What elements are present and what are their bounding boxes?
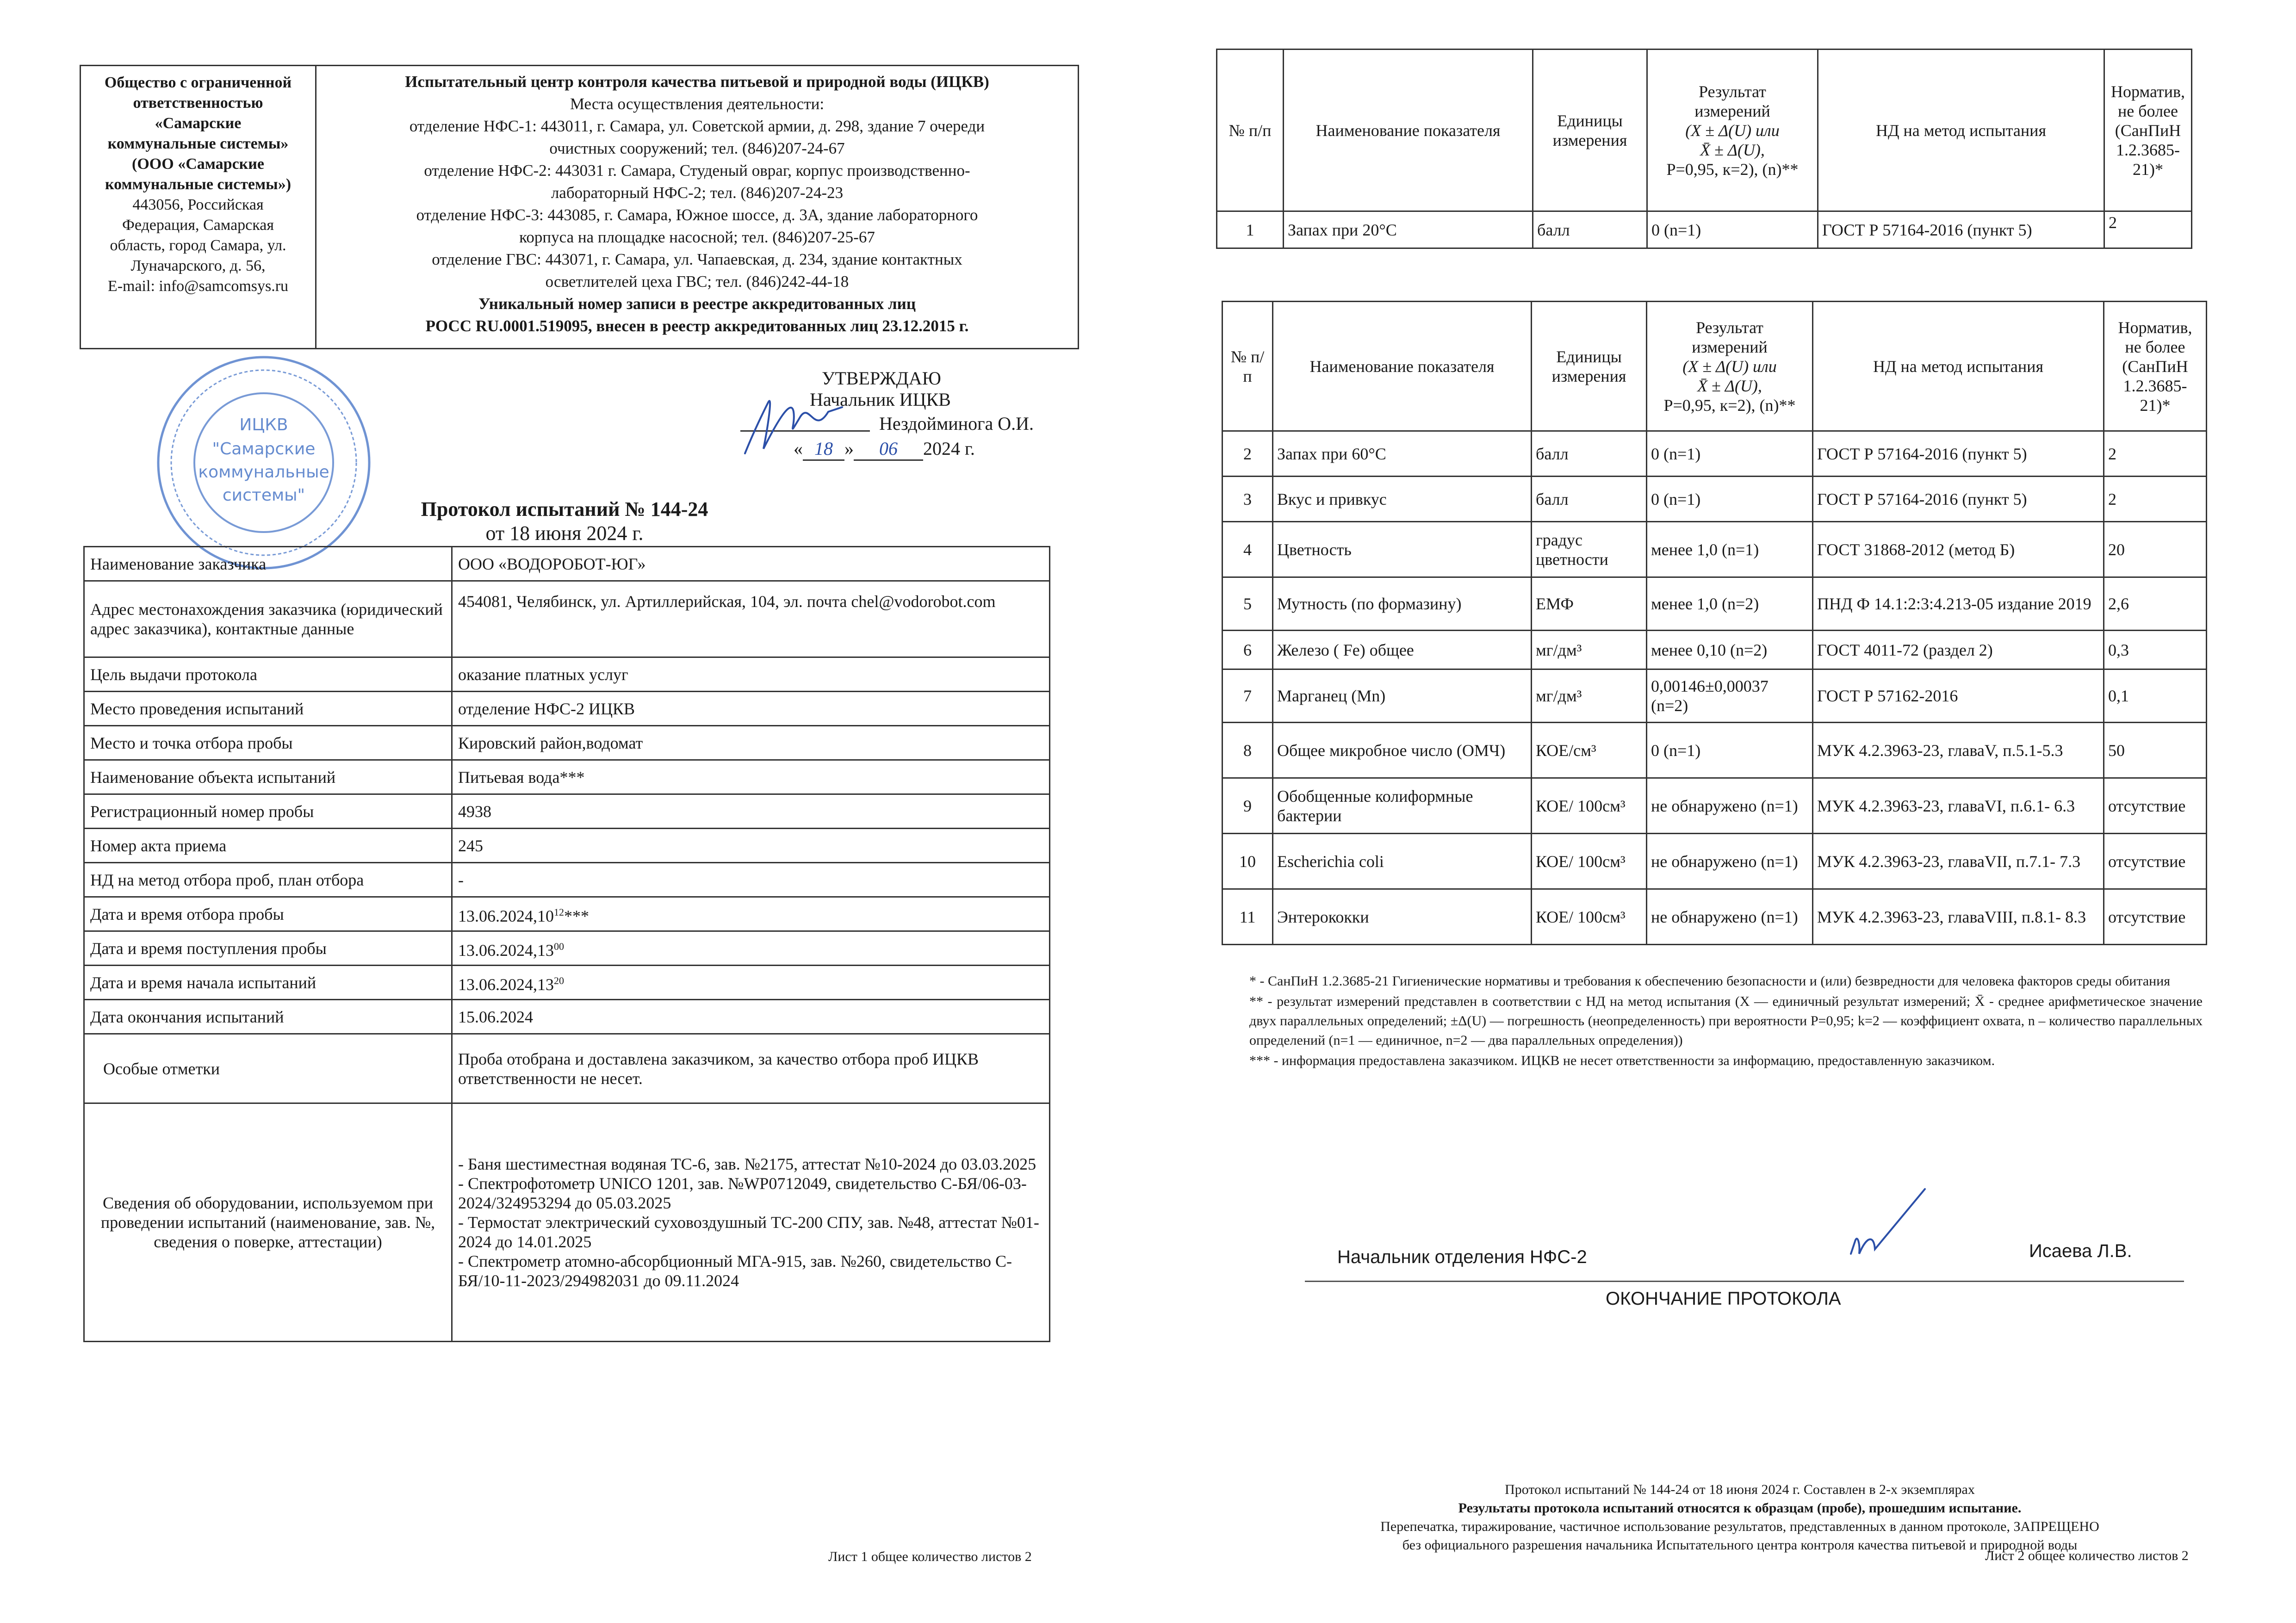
row-norm: 0,3 bbox=[2104, 631, 2207, 669]
row-method: ГОСТ Р 57164-2016 (пункт 5) bbox=[1813, 431, 2104, 477]
signer-role: Начальник отделения НФС-2 bbox=[1337, 1247, 1587, 1267]
row-result: 0 (n=1) bbox=[1647, 431, 1813, 477]
footer-line: без официального разрешения начальника Испытательного центра контроля качества питьевой и природной воды bbox=[1402, 1537, 2078, 1553]
info-label: Адрес местонахождения заказчика (юридический адрес заказчика), контактные данные bbox=[84, 581, 452, 657]
row-result: 0 (n=1) bbox=[1647, 211, 1818, 248]
table-row bbox=[84, 692, 1050, 726]
equipment-list bbox=[452, 1103, 1050, 1342]
row-unit: КОЕ/см³ bbox=[1532, 723, 1647, 778]
footnote: * - СанПиН 1.2.3685-21 Гигиенические нормативы и требования к обеспечению безопасности и (или) безвредности для человека факторов среды обитания bbox=[1249, 973, 2171, 989]
protocol-end-text: ОКОНЧАНИЕ ПРОТОКОЛА bbox=[1606, 1288, 1841, 1309]
table-row bbox=[84, 966, 1050, 1000]
row-num: 9 bbox=[1222, 778, 1273, 834]
datetime-value: 13.06.2024,13 bbox=[458, 941, 554, 960]
info-label: Дата и время начала испытаний bbox=[84, 966, 452, 1000]
table-row bbox=[84, 1034, 1050, 1103]
row-unit: КОЕ/ 100см³ bbox=[1532, 889, 1647, 945]
lab-line: отделение ГВС: 443071, г. Самара, ул. Чапаевская, д. 234, здание контактных bbox=[432, 250, 962, 268]
stamp-center-line: "Самарские bbox=[212, 440, 316, 458]
row-norm: 2 bbox=[2104, 431, 2207, 477]
footnote: *** - информация предоставлена заказчиком. ИЦКВ не несет ответственности за информацию, предоставленную заказчиком. bbox=[1249, 1053, 1995, 1068]
results-table-1 bbox=[1216, 49, 2192, 249]
lab-title: Испытательный центр контроля качества питьевой и природной воды (ИЦКВ) bbox=[405, 73, 989, 91]
row-unit: балл bbox=[1532, 431, 1647, 477]
info-value bbox=[452, 931, 1050, 966]
row-method: ГОСТ 4011-72 (раздел 2) bbox=[1813, 631, 2104, 669]
footer-line: Результаты протокола испытаний относятся к образцам (пробе), прошедшим испытание. bbox=[1458, 1500, 2022, 1516]
header-result-line: (X ± Δ(U) или bbox=[1682, 357, 1777, 376]
org-address-line: Федерация, Самарская bbox=[122, 217, 274, 234]
row-method: МУК 4.2.3963-23, главаV, п.5.1-5.3 bbox=[1813, 723, 2104, 778]
info-value: 15.06.2024 bbox=[452, 1000, 1050, 1034]
row-unit: балл bbox=[1532, 477, 1647, 522]
row-name: Цветность bbox=[1273, 522, 1532, 577]
header-method: НД на метод испытания bbox=[1818, 50, 2104, 211]
row-num: 8 bbox=[1222, 723, 1273, 778]
approval-role: Начальник ИЦКВ bbox=[810, 389, 951, 410]
table-row bbox=[84, 794, 1050, 829]
table-row bbox=[1222, 834, 2207, 889]
info-label: Цель выдачи протокола bbox=[84, 657, 452, 692]
lab-line: Места осуществления деятельности: bbox=[570, 95, 825, 113]
footer-line: Перепечатка, тиражирование, частичное использование результатов, представленных в данном протоколе, ЗАПРЕЩЕНО bbox=[1380, 1519, 2099, 1534]
info-label: Наименование объекта испытаний bbox=[84, 760, 452, 794]
row-method: МУК 4.2.3963-23, главаVIII, п.8.1- 8.3 bbox=[1813, 889, 2104, 945]
footer-line: Протокол испытаний № 144-24 от 18 июня 2024 г. Составлен в 2-х экземплярах bbox=[1505, 1482, 1975, 1497]
equipment-item: - Баня шестиместная водяная ТС-6, зав. №2175, аттестат №10-2024 до 03.03.2025 bbox=[458, 1155, 1036, 1173]
datetime-minutes: 12 bbox=[554, 906, 564, 918]
row-unit: ЕМФ bbox=[1532, 577, 1647, 631]
equipment-label: Сведения об оборудовании, используемом при проведении испытаний (наименование, зав. №, сведения о поверке, аттестации) bbox=[84, 1103, 452, 1342]
footnote: ** - результат измерений представлен в соответствии с НД на метод испытания (X — единичный результат измерений; X̄ - среднее арифметическое значение двух параллельных определений; ±Δ(U) — погрешность (неопределенность) при вероятности Р=0,95; k=2 — коэффициент охвата, n – количество параллельных определений (n=1 — единичное, n=2 — два параллельных определения)) bbox=[1249, 994, 2203, 1048]
lab-line: корпуса на площадке насосной; тел. (846)207-25-67 bbox=[519, 228, 875, 246]
row-method: ГОСТ Р 57164-2016 (пункт 5) bbox=[1818, 211, 2104, 248]
header-result-line: X̄ ± Δ(U), bbox=[1700, 140, 1765, 159]
header-name: Наименование показателя bbox=[1273, 302, 1532, 431]
table-row bbox=[84, 760, 1050, 794]
info-label: Дата и время поступления пробы bbox=[84, 931, 452, 966]
header-result-line: Результат bbox=[1696, 318, 1763, 337]
row-unit: балл bbox=[1533, 211, 1647, 248]
row-method: МУК 4.2.3963-23, главаVII, п.7.1- 7.3 bbox=[1813, 834, 2104, 889]
row-num: 1 bbox=[1217, 211, 1284, 248]
info-value: отделение НФС-2 ИЦКВ bbox=[452, 692, 1050, 726]
header-result bbox=[1647, 302, 1813, 431]
protocol-date: от 18 июня 2024 г. bbox=[485, 522, 644, 545]
org-name-line: (ООО «Самарские bbox=[132, 155, 264, 173]
lab-line: отделение НФС-1: 443011, г. Самара, ул. Советской армии, д. 298, здание 7 очереди bbox=[409, 117, 985, 135]
table-row bbox=[1222, 669, 2207, 723]
row-name: Запах при 20°С bbox=[1284, 211, 1533, 248]
registry-line: Уникальный номер записи в реестре аккредитованных лиц bbox=[478, 295, 916, 313]
approval-day: 18 bbox=[803, 438, 844, 461]
row-unit: мг/дм³ bbox=[1532, 631, 1647, 669]
header-unit: Единицы измерения bbox=[1532, 302, 1647, 431]
row-result: не обнаружено (n=1) bbox=[1647, 834, 1813, 889]
info-value bbox=[452, 897, 1050, 931]
datetime-minutes: 20 bbox=[554, 974, 564, 986]
results-header-row bbox=[1217, 50, 2192, 211]
table-row bbox=[84, 1103, 1050, 1342]
header-result-line: (X ± Δ(U) или bbox=[1685, 121, 1780, 140]
row-name: Общее микробное число (ОМЧ) bbox=[1273, 723, 1532, 778]
approval-month: 06 bbox=[854, 438, 923, 461]
row-norm: отсутствие bbox=[2104, 778, 2207, 834]
info-label: Дата и время отбора пробы bbox=[84, 897, 452, 931]
equipment-item: - Термостат электрический суховоздушный ТС-200 СПУ, зав. №48, аттестат №01-2024 до 14.01.2025 bbox=[458, 1213, 1039, 1251]
info-label: Место проведения испытаний bbox=[84, 692, 452, 726]
table-row bbox=[1222, 889, 2207, 945]
protocol-title-block bbox=[333, 497, 796, 545]
info-label: Место и точка отбора пробы bbox=[84, 726, 452, 760]
row-name: Энтерококки bbox=[1273, 889, 1532, 945]
row-norm: 2,6 bbox=[2104, 577, 2207, 631]
row-result: 0 (n=1) bbox=[1647, 477, 1813, 522]
row-norm: отсутствие bbox=[2104, 834, 2207, 889]
info-label: Особые отметки bbox=[84, 1034, 452, 1103]
results-table-2 bbox=[1222, 301, 2207, 945]
row-num: 10 bbox=[1222, 834, 1273, 889]
info-value: 454081, Челябинск, ул. Артиллерийская, 104, эл. почта chel@vodorobot.com bbox=[452, 581, 1050, 657]
org-email: E-mail: info@samcomsys.ru bbox=[107, 278, 289, 295]
row-name: Железо ( Fe) общее bbox=[1273, 631, 1532, 669]
header-norm: Норматив, не более (СанПиН 1.2.3685-21)* bbox=[2104, 302, 2207, 431]
table-row bbox=[1222, 631, 2207, 669]
header-result-line: измерений bbox=[1694, 101, 1770, 120]
equipment-item: - Спектрометр атомно-абсорбционный МГА-915, зав. №260, свидетельство С-БЯ/10-11-2023/294982031 до 09.11.2024 bbox=[458, 1252, 1012, 1290]
org-name-line: коммунальные системы») bbox=[105, 176, 292, 193]
lab-line: отделение НФС-2: 443031 г. Самара, Студеный овраг, корпус производственно- bbox=[424, 161, 970, 180]
header-unit: Единицы измерения bbox=[1533, 50, 1647, 211]
row-num: 6 bbox=[1222, 631, 1273, 669]
page-2-counter: Лист 2 общее количество листов 2 bbox=[1985, 1548, 2189, 1563]
header-num: № п/п bbox=[1222, 302, 1273, 431]
approval-name: Нездойминога О.И. bbox=[879, 413, 1034, 434]
row-method: ГОСТ Р 57162-2016 bbox=[1813, 669, 2104, 723]
info-value: Проба отобрана и доставлена заказчиком, за качество отбора проб ИЦКВ ответственности не несет. bbox=[452, 1034, 1050, 1103]
sample-info-table bbox=[83, 546, 1050, 1342]
header-norm: Норматив, не более (СанПиН 1.2.3685-21)* bbox=[2104, 50, 2192, 211]
row-unit: КОЕ/ 100см³ bbox=[1532, 834, 1647, 889]
stamp-center-line: коммунальные bbox=[198, 463, 329, 482]
table-row bbox=[84, 657, 1050, 692]
lab-line: осветлителей цеха ГВС; тел. (846)242-44-18 bbox=[545, 273, 849, 291]
org-name-line: ответственностью bbox=[133, 94, 263, 112]
row-unit: КОЕ/ 100см³ bbox=[1532, 778, 1647, 834]
row-name: Марганец (Mn) bbox=[1273, 669, 1532, 723]
row-name: Вкус и привкус bbox=[1273, 477, 1532, 522]
table-row bbox=[84, 931, 1050, 966]
table-row bbox=[84, 547, 1050, 581]
info-value: Питьевая вода*** bbox=[452, 760, 1050, 794]
org-address-line: Луначарского, д. 56, bbox=[130, 257, 266, 274]
row-num: 4 bbox=[1222, 522, 1273, 577]
row-result: менее 0,10 (n=2) bbox=[1647, 631, 1813, 669]
lab-info bbox=[316, 66, 1079, 349]
table-row bbox=[1222, 723, 2207, 778]
organization-header bbox=[80, 65, 1079, 349]
row-norm: 2 bbox=[2104, 477, 2207, 522]
header-result-line: Результат bbox=[1699, 82, 1766, 101]
row-result: менее 1,0 (n=2) bbox=[1647, 577, 1813, 631]
info-value: оказание платных услуг bbox=[452, 657, 1050, 692]
row-num: 2 bbox=[1222, 431, 1273, 477]
info-label: НД на метод отбора проб, план отбора bbox=[84, 863, 452, 897]
org-address-line: 443056, Российская bbox=[132, 196, 264, 213]
table-row bbox=[84, 829, 1050, 863]
row-name: Запах при 60°С bbox=[1273, 431, 1532, 477]
row-name: Обобщенные колиформные бактерии bbox=[1273, 778, 1532, 834]
row-norm: 20 bbox=[2104, 522, 2207, 577]
row-method: ПНД Ф 14.1:2:3:4.213-05 издание 2019 bbox=[1813, 577, 2104, 631]
table-row bbox=[1222, 522, 2207, 577]
row-num: 7 bbox=[1222, 669, 1273, 723]
table-row bbox=[84, 1000, 1050, 1034]
info-label: Дата окончания испытаний bbox=[84, 1000, 452, 1034]
table-row bbox=[84, 897, 1050, 931]
row-unit: мг/дм³ bbox=[1532, 669, 1647, 723]
datetime-minutes: 00 bbox=[554, 940, 564, 952]
org-name-line: коммунальные системы» bbox=[107, 135, 289, 152]
row-result: менее 1,0 (n=1) bbox=[1647, 522, 1813, 577]
registry-line: РОСС RU.0001.519095, внесен в реестр аккредитованных лиц 23.12.2015 г. bbox=[425, 317, 969, 335]
info-value bbox=[452, 966, 1050, 1000]
table-row bbox=[1222, 577, 2207, 631]
stamp-center-line: ИЦКВ bbox=[239, 415, 288, 434]
row-result: 0 (n=1) bbox=[1647, 723, 1813, 778]
approval-title: УТВЕРЖДАЮ bbox=[822, 368, 941, 389]
protocol-footer bbox=[1277, 1481, 2203, 1555]
row-result: не обнаружено (n=1) bbox=[1647, 889, 1813, 945]
info-value: ООО «ВОДОРОБОТ-ЮГ» bbox=[452, 547, 1050, 581]
datetime-value: 13.06.2024,13 bbox=[458, 975, 554, 994]
row-num: 5 bbox=[1222, 577, 1273, 631]
protocol-title: Протокол испытаний № 144-24 bbox=[421, 498, 708, 520]
page-1-counter: Лист 1 общее количество листов 2 bbox=[828, 1549, 1032, 1564]
row-method: ГОСТ 31868-2012 (метод Б) bbox=[1813, 522, 2104, 577]
header-name: Наименование показателя bbox=[1284, 50, 1533, 211]
header-num: № п/п bbox=[1217, 50, 1284, 211]
table-row bbox=[1217, 211, 2192, 248]
row-unit: градус цветности bbox=[1532, 522, 1647, 577]
header-result bbox=[1647, 50, 1818, 211]
table-row bbox=[1222, 477, 2207, 522]
info-value: - bbox=[452, 863, 1050, 897]
lab-line: отделение НФС-3: 443085, г. Самара, Южное шоссе, д. 3А, здание лабораторного bbox=[416, 206, 978, 224]
stamp-center-line: системы" bbox=[222, 486, 305, 505]
row-result: не обнаружено (n=1) bbox=[1647, 778, 1813, 834]
table-row bbox=[1222, 778, 2207, 834]
signer-name: Исаева Л.В. bbox=[2029, 1241, 2132, 1261]
info-value: 4938 bbox=[452, 794, 1050, 829]
info-label: Наименование заказчика bbox=[84, 547, 452, 581]
lab-line: очистных сооружений; тел. (846)207-24-67 bbox=[549, 139, 845, 157]
approval-date: « 18 » 06 2024 г. bbox=[794, 438, 975, 461]
info-value: Кировский район,водомат bbox=[452, 726, 1050, 760]
footnotes bbox=[1249, 972, 2203, 1072]
table-row bbox=[84, 726, 1050, 760]
org-address-line: область, город Самара, ул. bbox=[110, 237, 286, 254]
row-method: МУК 4.2.3963-23, главаVI, п.6.1- 6.3 bbox=[1813, 778, 2104, 834]
header-method: НД на метод испытания bbox=[1813, 302, 2104, 431]
datetime-footnote-mark: *** bbox=[564, 906, 589, 925]
header-result-line: Р=0,95, к=2), (n)** bbox=[1663, 396, 1796, 415]
info-label: Регистрационный номер пробы bbox=[84, 794, 452, 829]
info-label: Номер акта приема bbox=[84, 829, 452, 863]
row-num: 3 bbox=[1222, 477, 1273, 522]
organization-info bbox=[81, 66, 316, 349]
header-result-line: X̄ ± Δ(U), bbox=[1697, 376, 1762, 395]
row-norm: 2 bbox=[2104, 211, 2192, 248]
table-row bbox=[1222, 431, 2207, 477]
approval-year: 2024 г. bbox=[923, 438, 975, 459]
equipment-item: - Спектрофотометр UNICO 1201, зав. №WP0712049, свидетельство С-БЯ/06-03-2024/324953294 до 05.03.2025 bbox=[458, 1174, 1027, 1212]
org-name-line: «Самарские bbox=[155, 115, 242, 132]
head-signature bbox=[1842, 1184, 1934, 1263]
lab-line: лабораторный НФС-2; тел. (846)207-24-23 bbox=[551, 184, 844, 202]
org-name-line: Общество с ограниченной bbox=[104, 74, 292, 91]
end-divider bbox=[1305, 1281, 2184, 1282]
row-name: Escherichia coli bbox=[1273, 834, 1532, 889]
row-norm: 50 bbox=[2104, 723, 2207, 778]
row-norm: 0,1 bbox=[2104, 669, 2207, 723]
row-num: 11 bbox=[1222, 889, 1273, 945]
results-header-row bbox=[1222, 302, 2207, 431]
datetime-value: 13.06.2024,10 bbox=[458, 906, 554, 925]
table-row bbox=[84, 581, 1050, 657]
info-value: 245 bbox=[452, 829, 1050, 863]
row-result: 0,00146±0,00037 (n=2) bbox=[1647, 669, 1813, 723]
row-method: ГОСТ Р 57164-2016 (пункт 5) bbox=[1813, 477, 2104, 522]
header-result-line: Р=0,95, к=2), (n)** bbox=[1666, 160, 1799, 179]
table-row bbox=[84, 863, 1050, 897]
row-norm: отсутствие bbox=[2104, 889, 2207, 945]
header-result-line: измерений bbox=[1692, 337, 1768, 356]
director-signature bbox=[736, 384, 847, 463]
row-name: Мутность (по формазину) bbox=[1273, 577, 1532, 631]
